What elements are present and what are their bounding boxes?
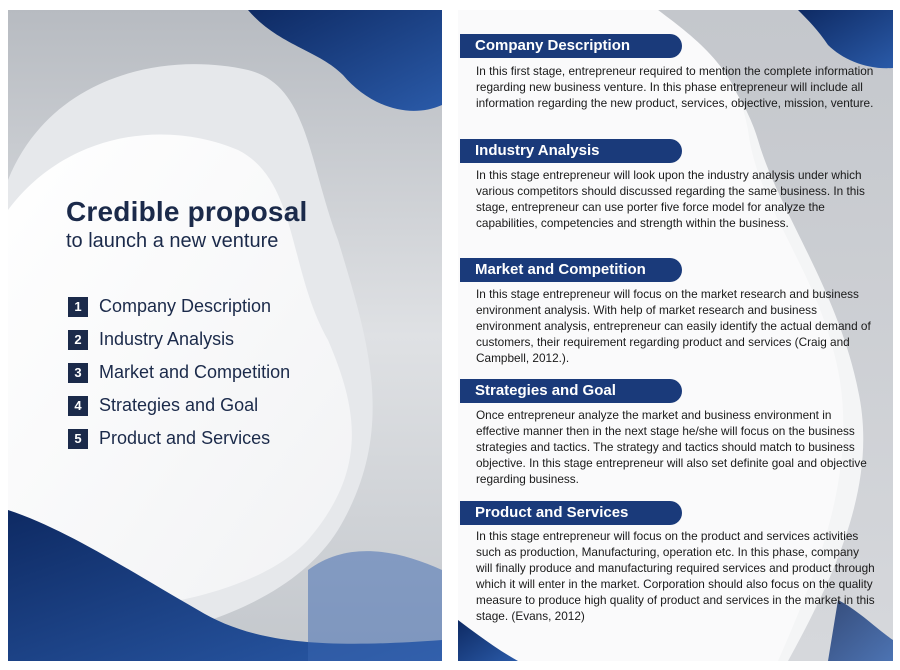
cover-title: Credible proposal — [66, 196, 308, 227]
toc-label: Product and Services — [99, 428, 271, 448]
toc-number-badge: 1 — [68, 297, 88, 317]
section-heading: Product and Services — [460, 501, 682, 525]
section-body: In this stage entrepreneur will look upon the industry analysis under which various competitors should discussed regarding the same business. In this stage, entrepreneur can use porter five force model for analyze the capabilities, competencies and strength within the business. — [476, 168, 865, 230]
toc-item — [68, 323, 290, 356]
toc-number-badge: 4 — [68, 396, 88, 416]
cover-page — [8, 10, 442, 661]
section-body: In this first stage, entrepreneur required to mention the complete information regarding new business venture. In this phase entrepreneur will include all information regarding the new product, services, objective, mission, venture. — [476, 64, 874, 110]
toc-number-badge: 5 — [68, 429, 88, 449]
toc-item — [68, 290, 290, 323]
section-body: In this stage entrepreneur will focus on the product and services activities such as production, Manufacturing, operation etc. In this phase, company will finally produce and manufacturing required services and product through which it will enter in the market. Corporation should also focus on the quality measure to produce high quality of product and services in the market in this stage. (Evans, 2012) — [476, 529, 875, 623]
cover-title-block — [66, 196, 307, 253]
toc-number-badge: 3 — [68, 363, 88, 383]
section-body: In this stage entrepreneur will focus on the market research and business environment analysis. With help of market research and business environment analysis, entrepreneur can easily identify the actual demand of customers, their requirement regarding product and services (Craig and Campbell, 2012.). — [476, 287, 871, 365]
toc-number-badge: 2 — [68, 330, 88, 350]
table-of-contents — [68, 290, 290, 455]
content-page — [458, 10, 893, 661]
toc-item — [68, 422, 290, 455]
toc-label: Industry Analysis — [99, 329, 235, 349]
cover-subtitle: to launch a new venture — [66, 230, 279, 252]
toc-item — [68, 389, 290, 422]
section-body: Once entrepreneur analyze the market and business environment in effective manner then in the next stage he/she will focus on the business strategies and tactics. The strategy and tactics should match to business objective. In this stage entrepreneur will also set definite goal and objective regarding business. — [476, 408, 867, 486]
toc-item — [68, 356, 290, 389]
section-heading: Strategies and Goal — [460, 379, 682, 403]
section-heading: Industry Analysis — [460, 139, 682, 163]
toc-label: Strategies and Goal — [99, 395, 259, 415]
toc-label: Market and Competition — [99, 362, 291, 382]
toc-label: Company Description — [99, 296, 272, 316]
section-heading: Company Description — [460, 34, 682, 58]
section-heading: Market and Competition — [460, 258, 682, 282]
